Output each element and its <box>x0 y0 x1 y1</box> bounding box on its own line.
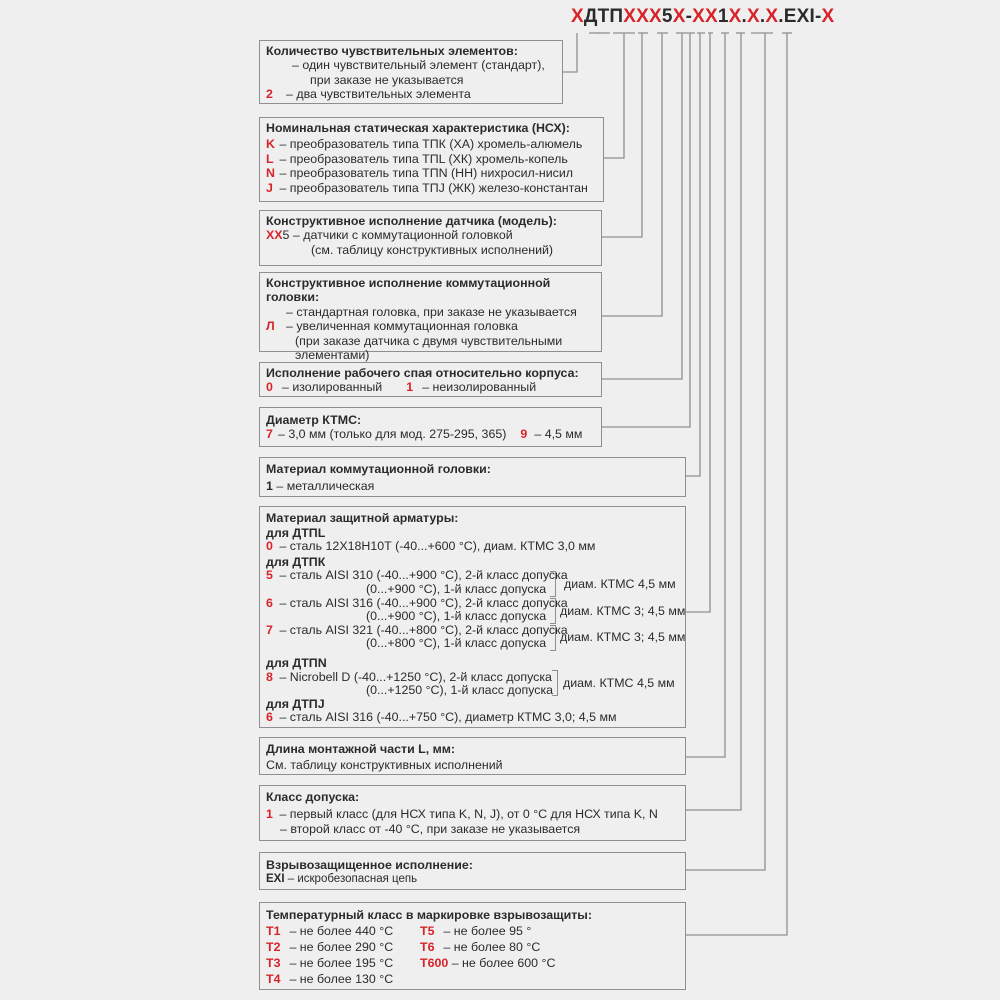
option-key: 9 <box>520 427 528 442</box>
box-title: Исполнение рабочего спая относительно корпуса: <box>266 366 579 380</box>
box-title: Диаметр КТМС: <box>266 413 362 427</box>
connector-12 <box>686 33 787 935</box>
option-key: Т5 <box>420 924 435 938</box>
box-sensor-count <box>259 40 563 104</box>
option-text: – сталь AISI 316 (-40...+750 °С), диаметр КТМС 3,0; 4,5 мм <box>279 710 617 725</box>
box-model <box>259 210 602 266</box>
option-key: N <box>266 166 275 181</box>
box-title: Взрывозащищенное исполнение: <box>266 858 473 872</box>
option-key: 2 <box>266 87 273 102</box>
code-part-10: . <box>741 6 747 27</box>
option-text: (0...+900 °С), 1-й класс допуска <box>366 609 547 624</box>
option-text: – два чувствительных элемента <box>286 87 471 102</box>
option-key: 0 <box>266 380 273 395</box>
option-key: Т600 <box>420 956 449 970</box>
connector-9 <box>686 33 725 757</box>
bracket-5 <box>550 571 556 597</box>
option-key: 8 <box>266 669 273 684</box>
option-text: – преобразователь типа ТПК (ХА) хромель-алюмель <box>279 137 583 152</box>
code-part-13: Х <box>765 6 779 27</box>
box-title: Количество чувствительных элементов: <box>266 44 518 58</box>
option-text: – не более 195 °С <box>289 956 394 970</box>
option-key: Т1 <box>266 924 281 938</box>
option-text: (при заказе датчика с двумя чувствительными <box>295 333 563 348</box>
option-text: (0...+900 °С), 1-й класс допуска <box>366 581 547 596</box>
connector-3 <box>602 33 642 237</box>
connector-10 <box>686 33 741 810</box>
option-key: K <box>266 137 275 152</box>
option-text: – преобразователь типа ТПN (НН) нихросил-нисил <box>279 166 573 181</box>
diameter-5: диам. КТМС 4,5 мм <box>564 577 676 591</box>
option-key: ХХ <box>266 228 283 243</box>
code-part-1: Х <box>571 6 584 27</box>
box-title: Температурный класс в маркировке взрывозащиты: <box>266 908 592 922</box>
connector-4 <box>602 33 662 316</box>
model-code <box>571 6 834 28</box>
box-title: Конструктивное исполнение датчика (модель): <box>266 214 557 228</box>
option-text: – один чувствительный элемент (стандарт), <box>292 58 545 73</box>
group-title: для ДТПК <box>266 554 326 569</box>
box-head <box>259 272 602 363</box>
option-text: – датчики с коммутационной головкой <box>292 228 513 243</box>
code-part-7: ХХ <box>692 6 718 27</box>
option-key: EXI <box>266 873 285 886</box>
code-part-8: 1 <box>717 6 729 27</box>
option-key: Т3 <box>266 956 281 970</box>
option-text: – 3,0 мм (только для мод. 275-295, 365) <box>278 427 507 442</box>
box-title: Класс допуска: <box>266 790 360 804</box>
option-key-suffix: 5 <box>282 228 290 243</box>
option-text: (0...+1250 °С), 1-й класс допуска <box>366 683 554 698</box>
connector-2b <box>604 33 624 158</box>
option-text: элементами) <box>295 348 370 363</box>
diameter-6: диам. КТМС 3; 4,5 мм <box>560 604 686 618</box>
option-text: – неизолированный <box>422 380 537 395</box>
option-text: – стандартная головка, при заказе не указывается <box>286 304 577 319</box>
option-text: – не более 440 °С <box>289 924 394 938</box>
option-key: J <box>266 180 273 195</box>
option-key: 7 <box>266 622 273 637</box>
option-text: – не более 80 °С <box>443 940 541 954</box>
option-text: – сталь AISI 321 (-40...+800 °С), 2-й класс допуска <box>279 622 568 637</box>
bracket-7 <box>550 625 556 651</box>
code-part-2: ДТП <box>583 6 624 27</box>
code-part-14: . <box>778 6 784 27</box>
box-explosion <box>259 852 686 890</box>
box-nsh <box>259 117 604 202</box>
box-diameter <box>259 407 602 447</box>
group-title: для ДТПL <box>266 525 326 540</box>
connector-7 <box>686 33 700 476</box>
diameter-8: диам. КТМС 4,5 мм <box>563 676 675 690</box>
option-text: – не более 95 ° <box>443 924 532 938</box>
option-text: См. таблицу конструктивных исполнений <box>266 758 503 773</box>
option-key: 1 <box>406 380 414 395</box>
option-key: L <box>266 151 274 166</box>
option-text: – преобразователь типа ТПJ (ЖК) железо-константан <box>279 180 588 195</box>
code-part-15: EXI <box>783 6 815 27</box>
option-key: Т2 <box>266 940 281 954</box>
option-key: 5 <box>266 568 273 583</box>
option-text: – 4,5 мм <box>534 427 583 442</box>
box-junction <box>259 362 602 397</box>
box-title: Длина монтажной части L, мм: <box>266 742 456 756</box>
code-part-5: Х <box>672 6 686 27</box>
option-text: – преобразователь типа ТПL (ХК) хромель-копель <box>279 151 568 166</box>
box-tolerance <box>259 785 686 841</box>
option-key: Т4 <box>266 972 281 986</box>
group-title: для ДТПJ <box>266 696 325 711</box>
option-key: 1 <box>266 479 273 494</box>
code-part-12: . <box>759 6 766 27</box>
option-key: 0 <box>266 539 273 554</box>
connector-6 <box>602 33 690 427</box>
option-text: – металлическая <box>276 479 375 494</box>
box-length <box>259 737 686 775</box>
diameter-7: диам. КТМС 3; 4,5 мм <box>560 630 686 644</box>
code-part-4: 5 <box>661 6 673 27</box>
box-title: Номинальная статическая характеристика (НСХ): <box>266 121 570 135</box>
bracket-8 <box>552 670 558 696</box>
option-key: Л <box>266 319 275 334</box>
option-text: – Nicrobell D (-40...+1250 °С), 2-й класс допуска <box>279 669 552 684</box>
option-text: – искробезопасная цепь <box>287 873 418 886</box>
option-key: Т6 <box>420 940 435 954</box>
option-text: при заказе не указывается <box>310 72 464 87</box>
box-title: Материал коммутационной головки: <box>266 462 491 476</box>
code-part-11: Х <box>746 6 760 27</box>
option-key: 6 <box>266 595 273 610</box>
bracket-6 <box>550 598 556 624</box>
box-head-material <box>259 457 686 497</box>
option-text: – увеличенная коммутационная головка <box>286 319 518 334</box>
option-text: – не более 290 °С <box>289 940 394 954</box>
code-part-17: Х <box>821 6 835 27</box>
code-part-16: - <box>814 6 822 27</box>
option-text: – не более 130 °С <box>289 972 394 986</box>
option-text: – первый класс (для НСХ типа K, N, J), от 0 °С для НСХ типа K, N <box>279 807 658 822</box>
option-text: (см. таблицу конструктивных исполнений) <box>311 242 554 257</box>
option-text: – сталь 12Х18Н10Т (-40...+600 °С), диам. КТМС 3,0 мм <box>279 539 596 554</box>
option-key: 6 <box>266 710 273 725</box>
code-part-9: Х <box>728 6 742 27</box>
option-text: (0...+800 °С), 1-й класс допуска <box>366 636 547 651</box>
option-key: 1 <box>266 807 273 822</box>
box-temperature-class <box>259 902 686 990</box>
option-text: – сталь AISI 310 (-40...+900 °С), 2-й класс допуска <box>279 568 568 583</box>
option-key: 7 <box>266 427 273 442</box>
code-part-6: - <box>685 6 693 27</box>
code-part-3: ХХХ <box>623 6 662 27</box>
box-title: Конструктивное исполнение коммутационной головки: <box>266 276 551 305</box>
option-text: – изолированный <box>282 380 383 395</box>
option-text: – второй класс от -40 °С, при заказе не указывается <box>280 821 581 836</box>
option-text: – сталь AISI 316 (-40...+900 °С), 2-й класс допуска <box>279 595 568 610</box>
connector-1 <box>563 33 577 72</box>
option-text: – не более 600 °С <box>451 956 556 970</box>
box-title: Материал защитной арматуры: <box>266 511 459 525</box>
group-title: для ДТПN <box>266 655 327 670</box>
